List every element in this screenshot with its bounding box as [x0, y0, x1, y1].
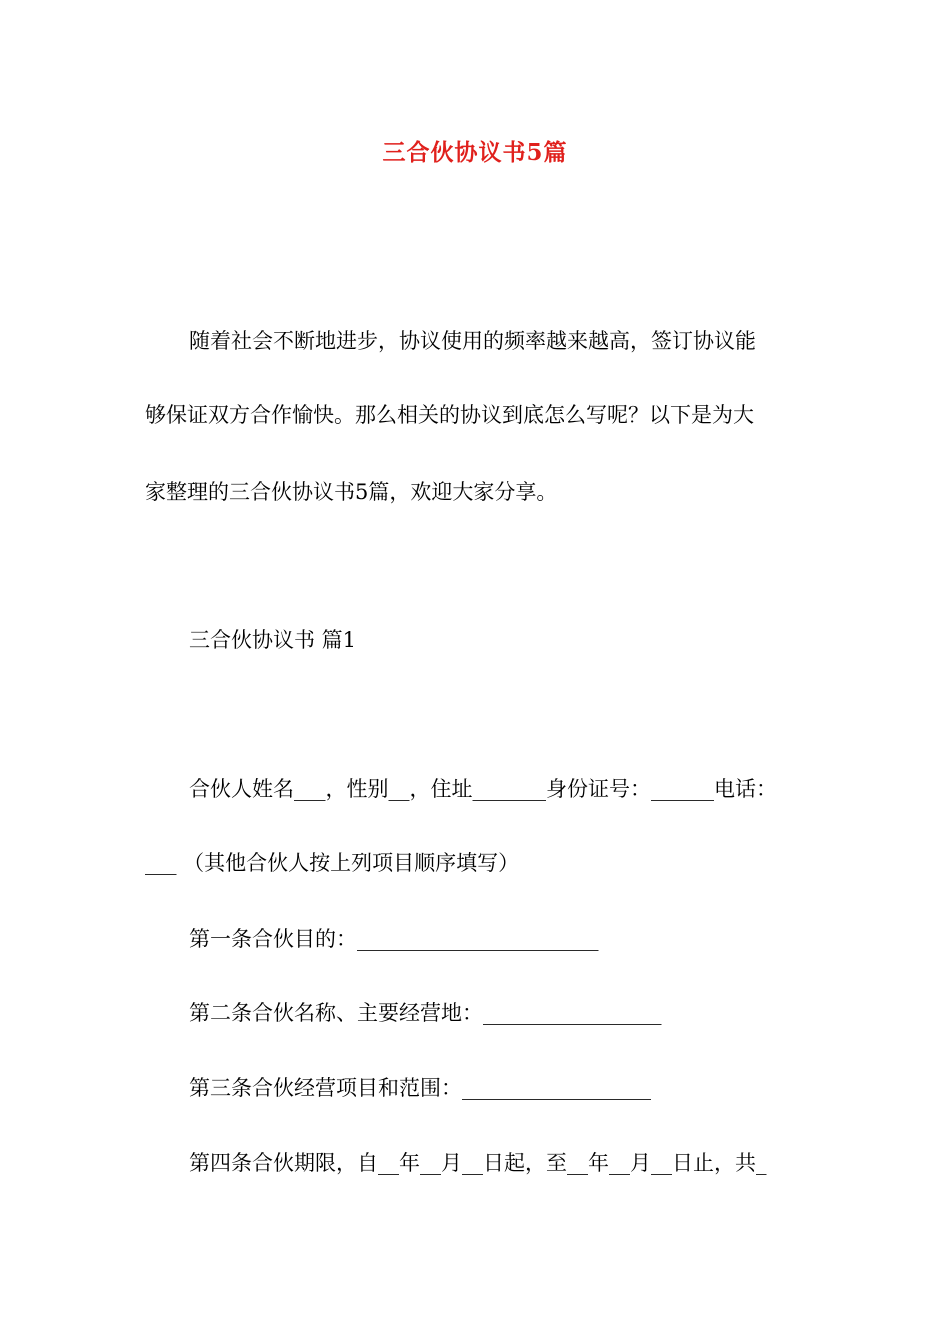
intro-line-3: 家整理的三合伙协议书5篇，欢迎大家分享。 — [145, 480, 558, 504]
article-3: 第三条合伙经营项目和范围：__________________ — [189, 1076, 651, 1100]
document-title: 三合伙协议书5篇 — [382, 139, 568, 166]
article-2: 第二条合伙名称、主要经营地：_________________ — [189, 1001, 662, 1025]
article-4: 第四条合伙期限，自__年__月__日起，至__年__月__日止，共_ — [189, 1151, 767, 1175]
intro-line-1: 随着社会不断地进步，协议使用的频率越来越高，签订协议能 — [189, 329, 756, 353]
partner-info-note: ___ （其他合伙人按上列项目顺序填写） — [145, 851, 520, 875]
intro-line-2: 够保证双方合作愉快。那么相关的协议到底怎么写呢？以下是为大 — [145, 403, 754, 427]
partner-info-line: 合伙人姓名___，性别__，住址_______身份证号：______电话： — [189, 777, 777, 801]
article-1: 第一条合伙目的：_______________________ — [189, 927, 599, 951]
section-heading: 三合伙协议书 篇1 — [189, 628, 357, 652]
